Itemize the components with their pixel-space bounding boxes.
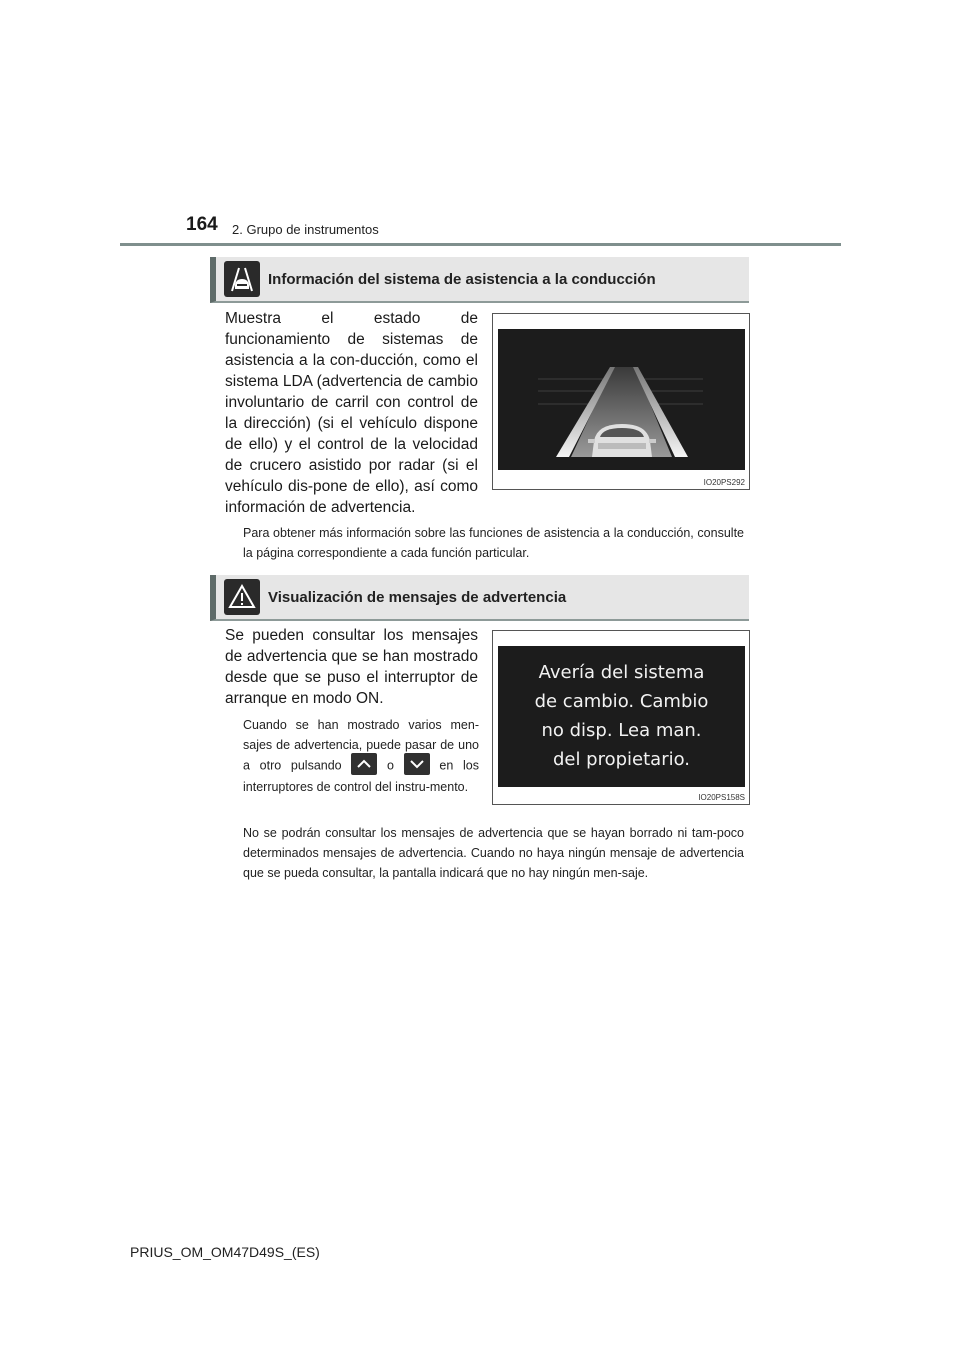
chevron-up-icon xyxy=(351,753,377,775)
section-note: Para obtener más información sobre las funciones de asistencia a la conducción, consulte la página correspondiente a cada función particular. xyxy=(243,526,744,560)
section-note-unavailable: No se podrán consultar los mensajes de advertencia que se hayan borrado ni tam-poco determinados mensajes de advertencia. Cuando no haya ningún mensaje de advertencia que se pueda consultar, la pantalla indicará que no hay ningún men-saje. xyxy=(243,826,744,880)
figure-code: IO20PS158S xyxy=(698,793,745,802)
lane-display-screen xyxy=(498,329,745,470)
warning-triangle-icon xyxy=(224,579,260,615)
driving-assist-figure xyxy=(492,313,750,490)
message-line: de cambio. Cambio xyxy=(534,691,709,712)
driving-assist-icon xyxy=(224,261,260,297)
message-line: Avería del sistema xyxy=(538,662,705,683)
section-heading-driving-assist xyxy=(210,257,749,303)
section-title: Visualización de mensajes de advertencia xyxy=(268,589,567,606)
note-or: o xyxy=(387,758,394,773)
message-line: del propietario. xyxy=(552,749,691,770)
figure-code: IO20PS292 xyxy=(703,478,745,487)
page-number: 164 xyxy=(186,214,218,235)
section-title: Información del sistema de asistencia a la conducción xyxy=(268,271,656,288)
note-text: en los interruptores de control del instru-mento. xyxy=(243,758,479,794)
section-body: Se pueden consultar los mensajes de advertencia que se han mostrado desde que se puso el interruptor de arranque en modo ON. xyxy=(225,627,478,707)
section-body: Muestra el estado de funcionamiento de sistemas de asistencia a la con-ducción, como el sistema LDA (advertencia de cambio involuntario de carril con control de la dirección) (si el vehículo dispone de ello) y el control de la velocidad de crucero asistido por radar (si el vehículo dis-pone de ello), así como información de advertencia. xyxy=(225,310,478,516)
warning-message xyxy=(498,658,745,774)
chapter-title: 2. Grupo de instrumentos xyxy=(232,222,379,237)
footer-code: PRIUS_OM_OM47D49S_(ES) xyxy=(130,1244,320,1260)
section-note-switches xyxy=(243,715,479,797)
chevron-down-icon xyxy=(404,753,430,775)
warning-display-screen xyxy=(498,646,745,787)
section-heading-warning-messages xyxy=(210,575,749,621)
note-text: Cuando se han mostrado varios men-sajes de advertencia, puede pasar de uno a otro pulsando xyxy=(243,718,479,773)
message-line: no disp. Lea man. xyxy=(541,720,702,741)
warning-message-figure xyxy=(492,630,750,805)
header-divider xyxy=(120,243,841,246)
